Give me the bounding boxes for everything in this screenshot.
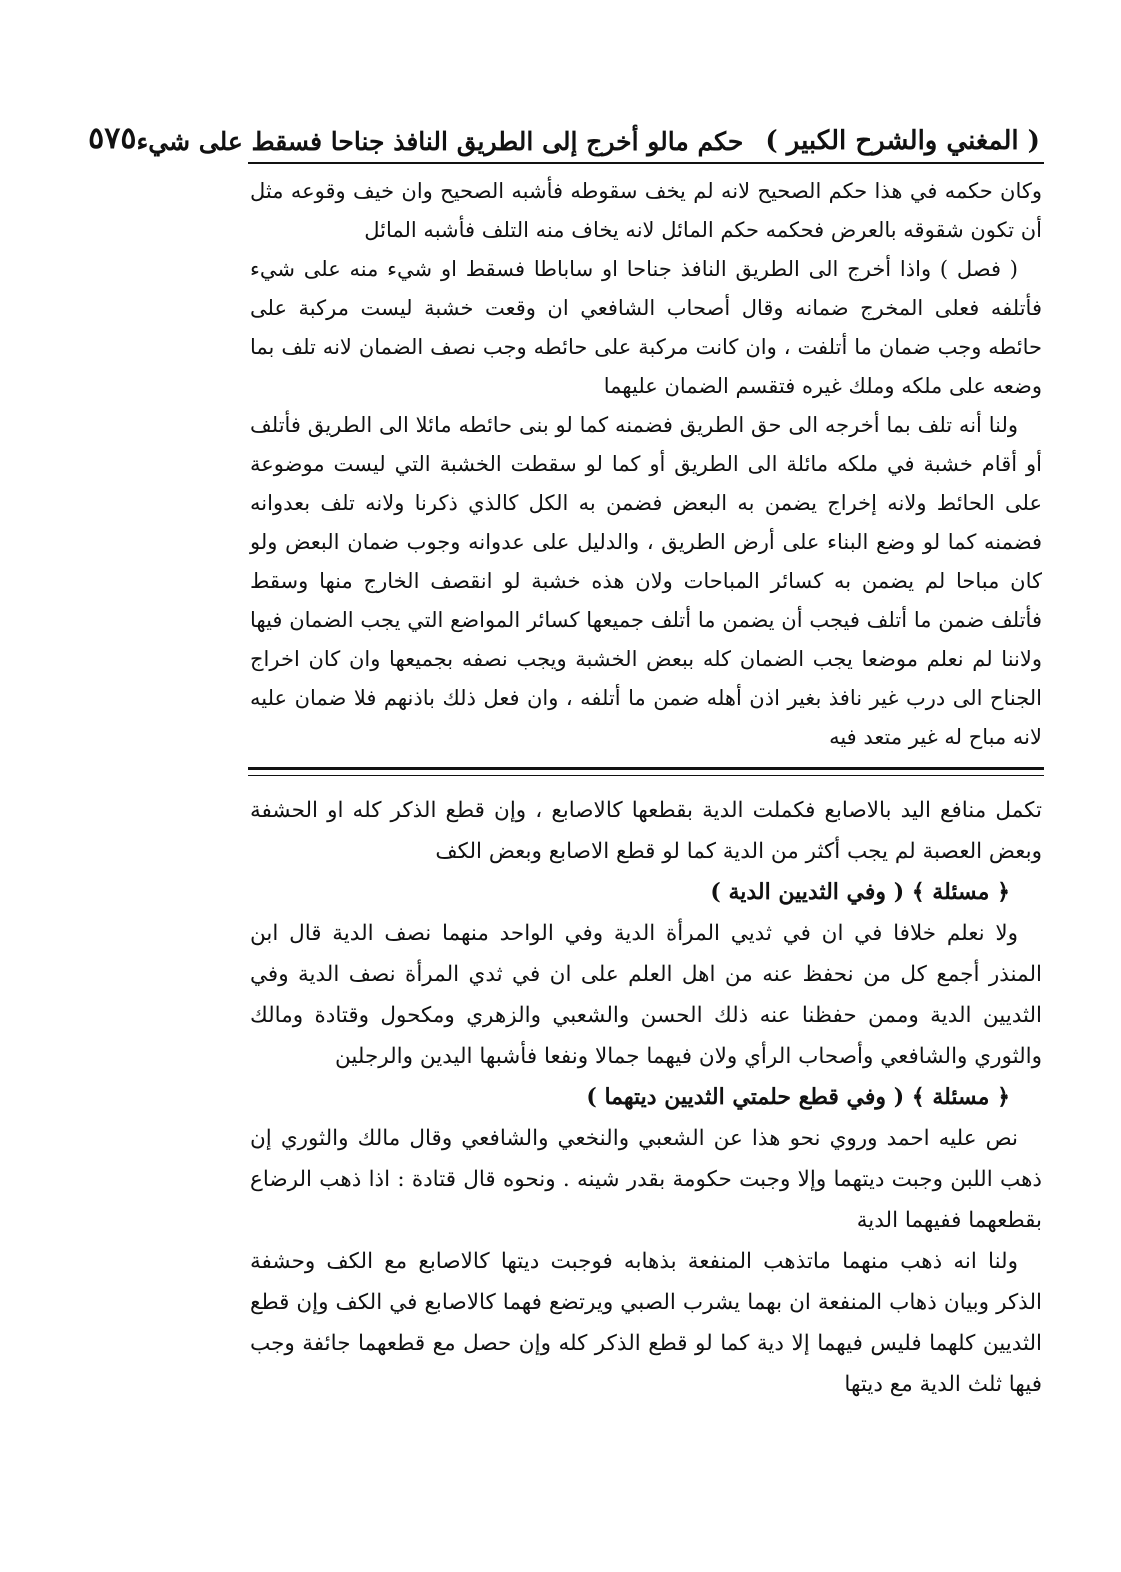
book-title: ( المغني والشرح الكبير ) xyxy=(765,126,1040,156)
page-header xyxy=(88,110,1044,164)
paragraph: ولنا انه ذهب منهما ماتذهب المنفعة بذهابه فوجبت ديتها كالاصابع مع الكف وحشفة الذكر وبيان ذهاب المنفعة ان بهما يشرب الصبي ويرتضع فهما كالاصابع في الكف وإن قطع الثديين كلهما فليس فيهما إلا دية كما لو قطع الذكر كله وإن حصل مع قطعهما جائفة وجب فيها ثلث الدية مع ديتها xyxy=(250,1249,1042,1397)
main-text xyxy=(248,172,1044,757)
issue-heading: ﴿ مسئلة ﴾ ( وفي قطع حلمتي الثديين ديتهما ) xyxy=(586,1084,1010,1110)
section-divider xyxy=(248,767,1044,776)
paragraph: ولا نعلم خلافا في ان في ثديي المرأة الدية وفي الواحد منهما نصف الدية قال ابن المنذر أجمع كل من نحفظ عنه من اهل العلم على ان في ثدي المرأة نصف الدية وفي الثديين الدية وممن حفظنا عنه ذلك الحسن والشعبي والزهري ومكحول وقتادة ومالك والثوري والشافعي وأصحاب الرأي ولان فيهما جمالا ونفعا فأشبها اليدين والرجلين xyxy=(250,921,1042,1069)
page-number: ٥٧٥ xyxy=(88,121,137,156)
paragraph: ( فصل ) واذا أخرج الى الطريق النافذ جناحا او ساباطا فسقط او شيء منه على شيء فأتلفه فعلى المخرج ضمانه وقال أصحاب الشافعي ان وقعت خشبة ليست مركبة على حائطه وجب ضمان ما أتلفت ، وان كانت مركبة على حائطه وجب نصف الضمان لانه تلف بما وضعه على ملكه وملك غيره فتقسم الضمان عليهما xyxy=(250,257,1042,398)
paragraph: نص عليه احمد وروي نحو هذا عن الشعبي والنخعي والشافعي وقال مالك والثوري إن ذهب اللبن وجبت ديتهما وإلا وجبت حكومة بقدر شينه . ونحوه قال قتادة : اذا ذهب الرضاع بقطعهما ففيهما الدية xyxy=(250,1126,1042,1233)
commentary-text xyxy=(248,790,1044,1405)
header-titles xyxy=(137,126,1041,156)
section-title: حكم مالو أخرج إلى الطريق النافذ جناحا فسقط على شيء xyxy=(136,127,744,156)
issue-heading: ﴿ مسئلة ﴾ ( وفي الثديين الدية ) xyxy=(710,879,1010,905)
paragraph: ولنا أنه تلف بما أخرجه الى حق الطريق فضمنه كما لو بنى حائطه مائلا الى الطريق فأتلف أو أقام خشبة في ملكه مائلة الى الطريق أو كما لو سقطت الخشبة التي ليست موضوعة على الحائط ولانه إخراج يضمن به البعض فضمن به الكل كالذي ذكرنا ولانه تلف بعدوانه فضمنه كما لو وضع البناء على أرض الطريق ، والدليل على عدوانه وجوب ضمان البعض ولو كان مباحا لم يضمن به كسائر المباحات ولان هذه خشبة لو انقصف الخارج منها وسقط فأتلف ضمن ما أتلف فيجب أن يضمن ما أتلف جميعها كسائر المواضع التي يجب الضمان فيها ولاننا لم نعلم موضعا يجب الضمان كله ببعض الخشبة ويجب نصفه بجميعها وان كان اخراج الجناح الى درب غير نافذ بغير اذن أهله ضمن ما أتلفه ، وان فعل ذلك باذنهم فلا ضمان عليه لانه مباح له غير متعد فيه xyxy=(250,413,1042,749)
paragraph: تكمل منافع اليد بالاصابع فكملت الدية بقطعها كالاصابع ، وإن قطع الذكر كله او الحشفة وبعض العصبة لم يجب أكثر من الدية كما لو قطع الاصابع وبعض الكف xyxy=(250,798,1042,864)
book-page xyxy=(88,110,1044,1470)
paragraph: وكان حكمه في هذا حكم الصحيح لانه لم يخف سقوطه فأشبه الصحيح وان خيف وقوعه مثل أن تكون شقوقه بالعرض فحكمه حكم المائل لانه يخاف منه التلف فأشبه المائل xyxy=(250,179,1042,242)
